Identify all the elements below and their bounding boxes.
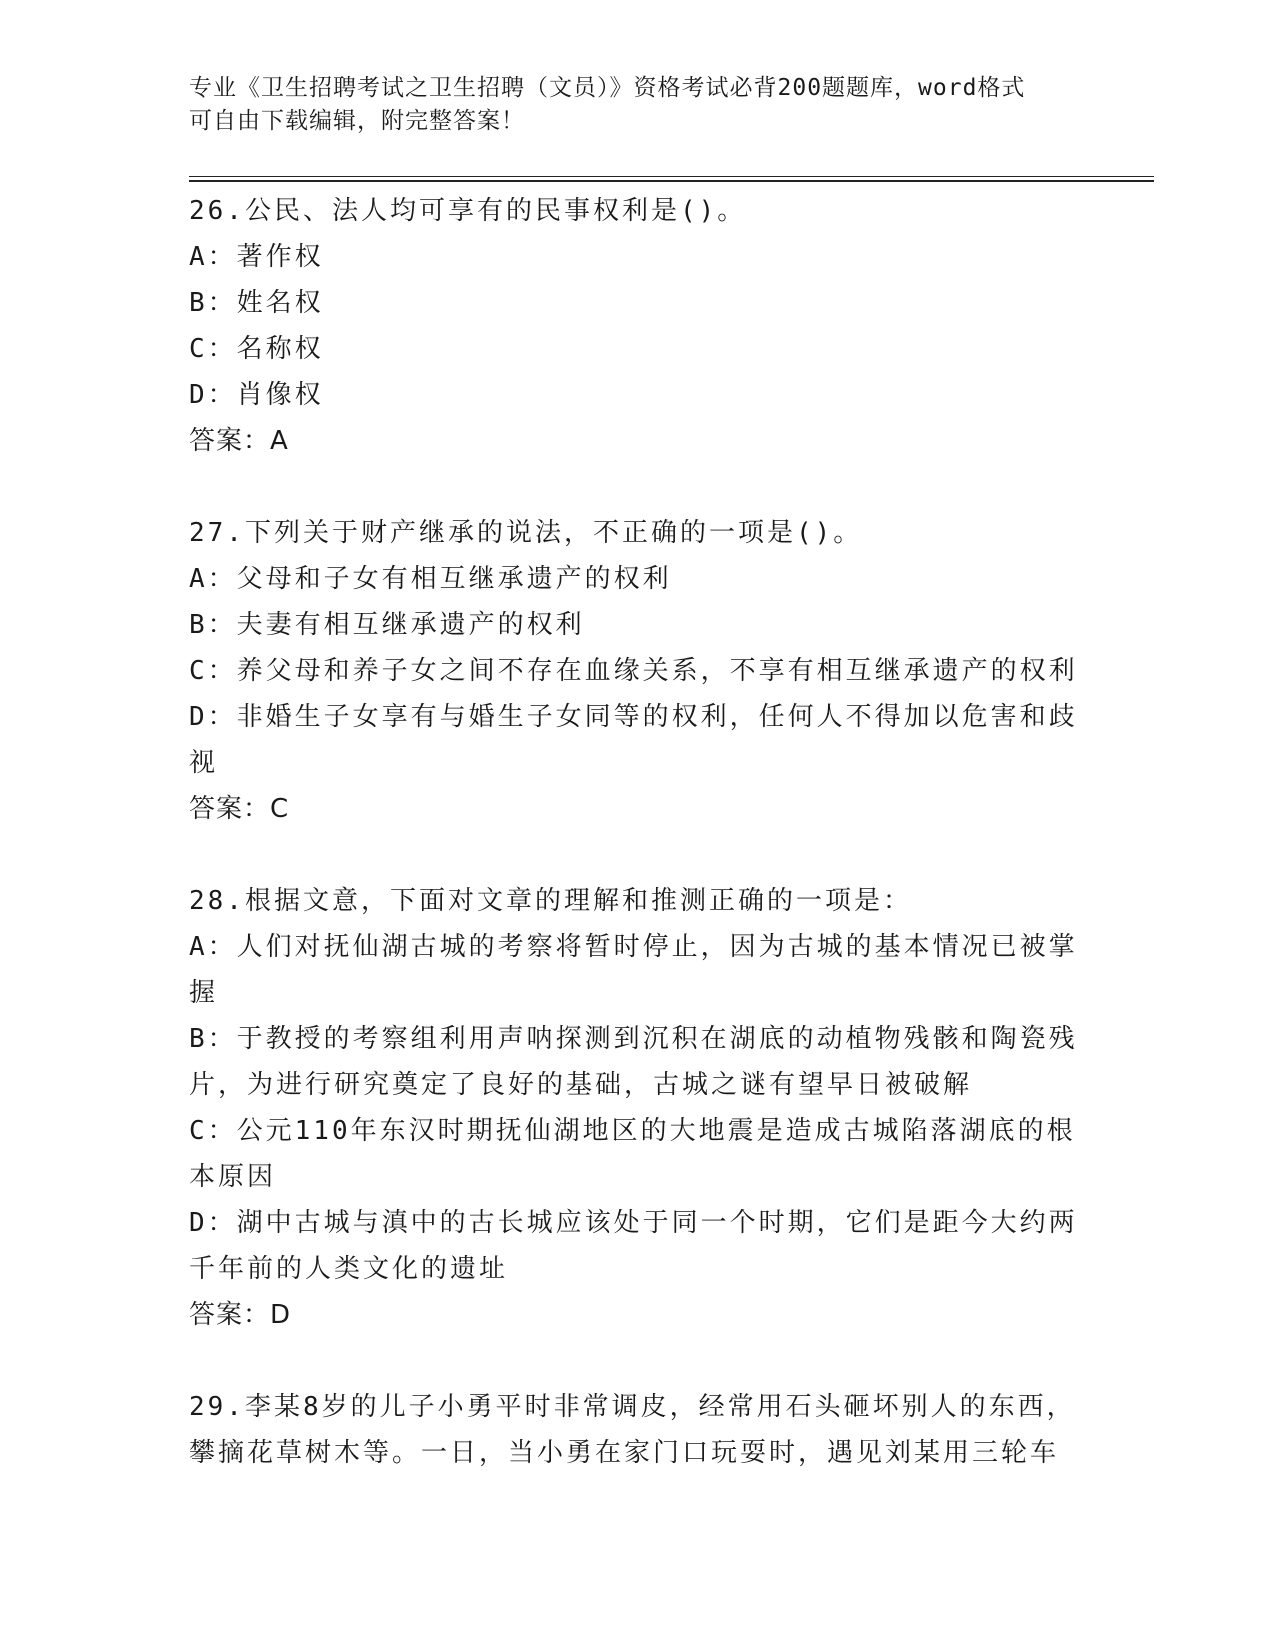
option-text: 养父母和养子女之间不存在血缘关系，不享有相互继承遗产的权利: [236, 656, 1078, 686]
option-b: [189, 280, 1079, 326]
question-stem: 28.根据文意，下面对文章的理解和推测正确的一项是：: [189, 886, 912, 916]
option-text: 著作权: [236, 242, 324, 272]
header-title-line-2: 可自由下载编辑，附完整答案！: [189, 108, 525, 134]
option-text: 姓名权: [236, 288, 324, 318]
option-d: [189, 372, 1079, 418]
answer-line: 答案：D: [189, 1300, 292, 1330]
option-key: B：: [189, 610, 237, 640]
option-c: [189, 326, 1079, 372]
option-key: D：: [189, 1208, 237, 1238]
option-text: 肖像权: [236, 380, 324, 410]
option-text: 人们对抚仙湖古城的考察将暂时停止，因为古城的基本情况已被掌握: [189, 932, 1078, 1008]
option-b: [189, 602, 1079, 648]
option-c: [189, 648, 1079, 694]
question-stem-line-2: 攀摘花草树木等。一日，当小勇在家门口玩耍时，遇见刘某用三轮车: [189, 1438, 1060, 1468]
header-divider-thin: [189, 176, 1154, 177]
option-d: [189, 694, 1079, 786]
option-key: B：: [189, 288, 237, 318]
option-a: [189, 234, 1079, 280]
option-text: 非婚生子女享有与婚生子女同等的权利，任何人不得加以危害和歧视: [189, 702, 1078, 778]
option-key: B：: [189, 1024, 237, 1054]
header-divider-thick: [189, 180, 1154, 182]
option-key: A：: [189, 932, 237, 962]
document-header: [189, 72, 1069, 138]
option-a: [189, 556, 1079, 602]
question-29: [189, 1384, 1079, 1476]
option-key: D：: [189, 702, 237, 732]
option-text: 湖中古城与滇中的古长城应该处于同一个时期，它们是距今大约两千年前的人类文化的遗址: [189, 1208, 1078, 1284]
question-stem: 26.公民、法人均可享有的民事权利是()。: [189, 196, 747, 226]
option-text: 夫妻有相互继承遗产的权利: [236, 610, 585, 640]
option-text: 于教授的考察组利用声呐探测到沉积在湖底的动植物残骸和陶瓷残片，为进行研究奠定了良好的基础，古城之谜有望早日被破解: [189, 1024, 1078, 1100]
question-28: [189, 878, 1079, 1338]
header-title-line-1: 专业《卫生招聘考试之卫生招聘（文员）》资格考试必背200题题库，word格式: [189, 75, 1026, 101]
option-b: [189, 1016, 1079, 1108]
question-list: [189, 188, 1079, 1476]
option-key: C：: [189, 1116, 237, 1146]
question-27: [189, 510, 1079, 832]
option-text: 公元110年东汉时期抚仙湖地区的大地震是造成古城陷落湖底的根本原因: [189, 1116, 1076, 1192]
option-text: 父母和子女有相互继承遗产的权利: [236, 564, 672, 594]
option-key: C：: [189, 334, 237, 364]
question-stem: 27.下列关于财产继承的说法，不正确的一项是()。: [189, 518, 863, 548]
answer-line: 答案：A: [189, 426, 289, 456]
option-key: A：: [189, 242, 237, 272]
option-key: D：: [189, 380, 237, 410]
option-a: [189, 924, 1079, 1016]
option-c: [189, 1108, 1079, 1200]
question-26: [189, 188, 1079, 464]
option-key: C：: [189, 656, 237, 686]
option-key: A：: [189, 564, 237, 594]
question-stem-line-1: 29.李某8岁的儿子小勇平时非常调皮，经常用石头砸坏别人的东西，: [189, 1392, 1076, 1422]
option-d: [189, 1200, 1079, 1292]
answer-line: 答案：C: [189, 794, 290, 824]
option-text: 名称权: [236, 334, 324, 364]
